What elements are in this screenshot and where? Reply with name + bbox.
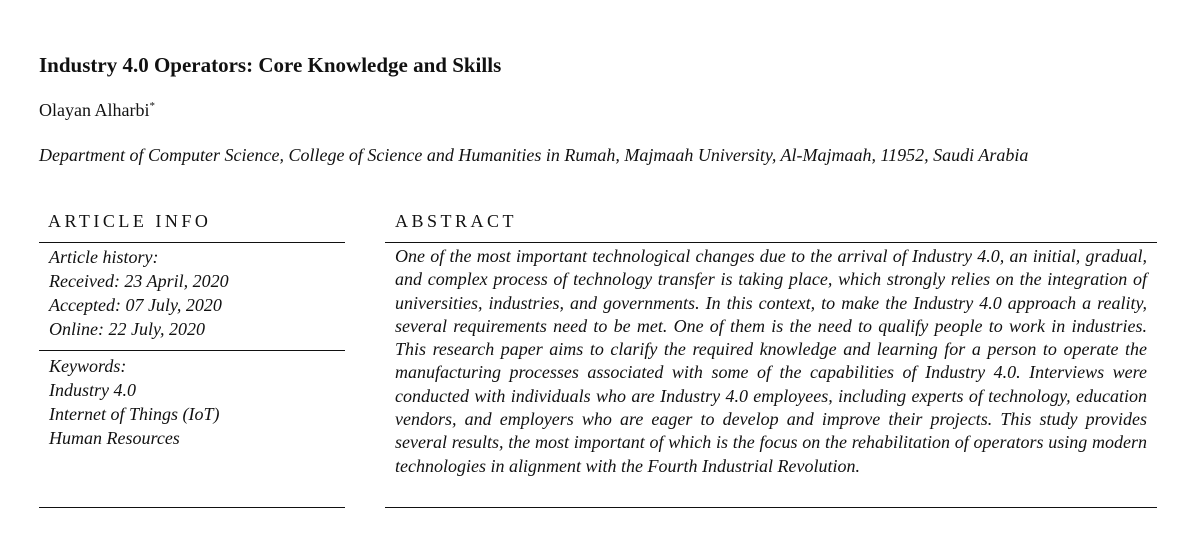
abstract-bottom-rule xyxy=(385,507,1157,508)
article-info-bottom-rule xyxy=(39,507,345,508)
received-date: Received: 23 April, 2020 xyxy=(49,271,229,291)
author-footnote-marker: * xyxy=(149,100,155,112)
abstract-heading: ABSTRACT xyxy=(395,211,518,231)
author-affiliation: Department of Computer Science, College of Science and Humanities in Rumah, Majmaah University, Al-Majmaah, 11952, Saudi Arabia xyxy=(39,145,1029,165)
accepted-date: Accepted: 07 July, 2020 xyxy=(49,295,222,315)
author-line xyxy=(39,98,155,122)
article-info-heading: ARTICLE INFO xyxy=(48,211,212,231)
article-history-label: Article history: xyxy=(49,247,159,267)
keywords-label: Keywords: xyxy=(49,356,127,376)
paper-title: Industry 4.0 Operators: Core Knowledge and Skills xyxy=(39,53,502,77)
online-date: Online: 22 July, 2020 xyxy=(49,319,205,339)
keyword-item: Industry 4.0 xyxy=(49,380,136,400)
keyword-item: Human Resources xyxy=(49,428,180,448)
author-name: Olayan Alharbi xyxy=(39,100,150,120)
article-info-middle-rule xyxy=(39,350,345,351)
article-info-top-rule xyxy=(39,242,345,243)
keyword-item: Internet of Things (IoT) xyxy=(49,404,220,424)
abstract-body: One of the most important technological changes due to the arrival of Industry 4.0, an initial, gradual, and complex process of technology transfer is taking place, which strongly relies on the integration of universities, industries, and governments. In this context, to make the Industry 4.0 approach a reality, several requirements need to be met. One of them is the need to qualify people to work in industries. This research paper aims to clarify the required knowledge and learning for a person to operate the manufacturing processes associated with some of the capabilities of Industry 4.0. Interviews were conducted with individuals who are Industry 4.0 employees, including experts of technology, education vendors, and employers who are eager to develop and improve their projects. This study provides several results, the most important of which is the focus on the rehabilitation of operators using modern technologies in alignment with the Fourth Industrial Revolution. xyxy=(395,246,1147,476)
abstract-top-rule xyxy=(385,242,1157,243)
